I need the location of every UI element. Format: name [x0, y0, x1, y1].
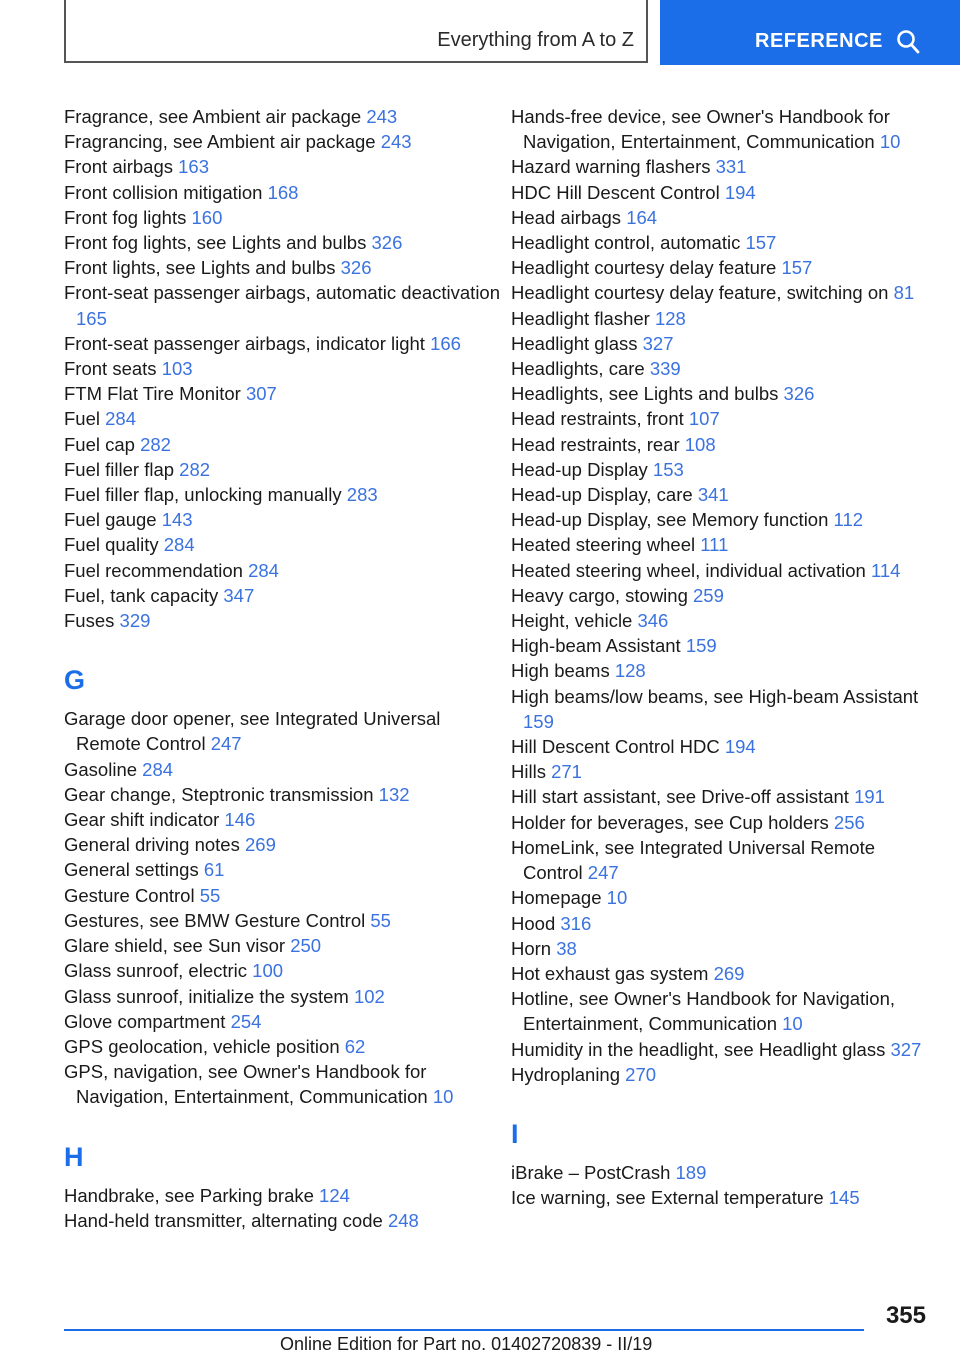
- index-entry-text: General driving notes: [64, 834, 240, 856]
- page-reference-link[interactable]: 282: [179, 458, 211, 480]
- index-entry-text: Hill start assistant, see Drive-off assistant: [511, 786, 849, 808]
- index-entry-text: Hydroplaning: [511, 1063, 621, 1085]
- index-entry-text: Fuses: [64, 610, 115, 632]
- page-reference-link[interactable]: 327: [642, 332, 674, 354]
- index-entry: [64, 908, 504, 933]
- index-entry-text: Gasoline: [64, 758, 138, 780]
- index-entry-text: Glare shield, see Sun visor: [64, 935, 286, 957]
- page-reference-link[interactable]: 157: [745, 232, 777, 254]
- index-entry-text: Head airbags: [511, 206, 622, 228]
- index-entry: [511, 180, 931, 205]
- page-reference-link[interactable]: 10: [606, 887, 628, 909]
- index-entry-text: Head-up Display: [511, 458, 648, 480]
- index-entry-text: Holder for beverages, see Cup holders: [511, 811, 829, 833]
- index-entry: [64, 230, 504, 255]
- index-entry-text: Head restraints, rear: [511, 433, 680, 455]
- index-entry: [64, 782, 504, 807]
- page-reference-link[interactable]: 271: [551, 761, 582, 783]
- page-reference-link[interactable]: 165: [76, 307, 107, 329]
- index-entry: [64, 832, 504, 857]
- section-letter: I: [511, 1118, 519, 1149]
- page-reference-link[interactable]: 10: [879, 131, 901, 153]
- index-entry: [511, 759, 931, 784]
- index-entry-text: Gesture Control: [64, 884, 195, 906]
- index-entry: [511, 986, 931, 1036]
- index-entry: [64, 807, 504, 832]
- page-reference-link[interactable]: 270: [625, 1063, 657, 1085]
- index-entry-text: HomeLink, see Integrated Universal Remote Control: [511, 836, 876, 884]
- section-title: Everything from A to Z: [437, 29, 634, 51]
- index-entry-text: Front airbags: [64, 156, 173, 178]
- index-entry-text: Horn: [511, 937, 552, 959]
- index-entry: [511, 205, 931, 230]
- page-reference-link[interactable]: 55: [199, 884, 221, 906]
- page-reference-link[interactable]: 329: [119, 610, 151, 632]
- edition-note: Online Edition for Part no. 01402720839 - II/19: [280, 1334, 653, 1354]
- page-reference-link[interactable]: 331: [715, 156, 747, 178]
- page-reference-link[interactable]: 62: [344, 1035, 366, 1057]
- index-entry-text: Hands-free device, see Owner's Handbook for Navigation, Entertainment, Communication: [511, 106, 890, 153]
- page-reference-link[interactable]: 114: [870, 559, 901, 581]
- index-entry-text: Front-seat passenger airbags, indicator light: [64, 332, 425, 354]
- page-reference-link[interactable]: 194: [724, 736, 756, 758]
- index-entry-text: Head-up Display, care: [511, 484, 693, 506]
- index-entry: [511, 633, 931, 658]
- page-reference-link[interactable]: 153: [652, 458, 684, 480]
- page-reference-link[interactable]: 316: [560, 912, 592, 934]
- index-entry: [64, 280, 504, 330]
- index-entry-text: Headlight control, automatic: [511, 232, 741, 254]
- page-reference-link[interactable]: 160: [191, 206, 223, 228]
- index-entry: [511, 331, 931, 356]
- header-section-box: [64, 0, 648, 63]
- index-entry-text: Hazard warning flashers: [511, 156, 711, 178]
- index-entry-text: Handbrake, see Parking brake: [64, 1184, 314, 1206]
- index-entry-text: FTM Flat Tire Monitor: [64, 383, 241, 405]
- index-entry-text: Fragrancing, see Ambient air package: [64, 131, 376, 153]
- page-reference-link[interactable]: 284: [142, 758, 174, 780]
- index-entry-text: High beams/low beams, see High-beam Assistant: [511, 685, 919, 707]
- page-reference-link[interactable]: 326: [340, 257, 372, 279]
- page-reference-link[interactable]: 282: [140, 433, 171, 455]
- index-entry: [511, 583, 931, 608]
- page-reference-link[interactable]: 124: [319, 1184, 350, 1206]
- index-entry: [64, 1009, 504, 1034]
- index-entry: [64, 381, 504, 406]
- page-reference-link[interactable]: 191: [854, 786, 885, 808]
- page-reference-link[interactable]: 159: [523, 710, 554, 732]
- page-reference-link[interactable]: 347: [223, 584, 255, 606]
- index-entry-text: Hotline, see Owner's Handbook for Navigation, Entertainment, Communication: [511, 988, 896, 1035]
- index-entry: [511, 608, 931, 633]
- index-entry-text: Fuel filler flap: [64, 458, 175, 480]
- index-entry-text: GPS geolocation, vehicle position: [64, 1035, 340, 1057]
- index-entry-text: High-beam Assistant: [511, 635, 681, 657]
- page-reference-link[interactable]: 55: [370, 909, 391, 931]
- index-entry-text: Headlight glass: [511, 332, 638, 354]
- index-entry: [64, 532, 504, 557]
- index-entry: [64, 706, 504, 756]
- index-entry-text: HDC Hill Descent Control: [511, 181, 720, 203]
- page-reference-link[interactable]: 102: [353, 985, 385, 1007]
- page-reference-link[interactable]: 248: [387, 1209, 419, 1231]
- page-reference-link[interactable]: 256: [833, 811, 865, 833]
- page-reference-link[interactable]: 128: [614, 660, 646, 682]
- footer-divider: [64, 1329, 864, 1331]
- index-entry-text: Glass sunroof, initialize the system: [64, 985, 349, 1007]
- index-entry: [511, 961, 931, 986]
- index-entry: [64, 104, 504, 129]
- index-entry-text: Headlight flasher: [511, 307, 650, 329]
- page-reference-link[interactable]: 269: [713, 962, 745, 984]
- page-reference-link[interactable]: 111: [700, 534, 729, 556]
- index-entry-text: Hill Descent Control HDC: [511, 736, 720, 758]
- index-entry: [511, 810, 931, 835]
- page-reference-link[interactable]: 10: [432, 1086, 454, 1108]
- index-entry: [64, 933, 504, 958]
- page-reference-link[interactable]: 112: [833, 509, 864, 531]
- page-reference-link[interactable]: 159: [685, 635, 717, 657]
- index-entry-text: Front seats: [64, 358, 157, 380]
- page-reference-link[interactable]: 326: [783, 383, 815, 405]
- index-entry-text: Gear shift indicator: [64, 809, 220, 831]
- index-entry: [511, 558, 931, 583]
- index-entry: [64, 984, 504, 1009]
- index-entry: [511, 482, 931, 507]
- index-entry: [511, 507, 931, 532]
- index-entry-text: Heavy cargo, stowing: [511, 584, 688, 606]
- index-entry: [511, 936, 931, 961]
- index-entry-text: General settings: [64, 859, 199, 881]
- page-reference-link[interactable]: 157: [781, 257, 813, 279]
- page-reference-link[interactable]: 128: [654, 307, 686, 329]
- index-entry: [511, 381, 931, 406]
- index-entry-text: Front collision mitigation: [64, 181, 263, 203]
- page-reference-link[interactable]: 10: [782, 1013, 803, 1035]
- index-entry: [64, 1034, 504, 1059]
- index-entry-text: Hand-held transmitter, alternating code: [64, 1209, 383, 1231]
- page-reference-link[interactable]: 284: [163, 534, 195, 556]
- index-entry-text: Fuel gauge: [64, 509, 157, 531]
- index-entry-text: Headlights, see Lights and bulbs: [511, 383, 779, 405]
- index-column-right: [511, 104, 931, 1210]
- page-reference-link[interactable]: 269: [245, 834, 276, 856]
- index-entry: [64, 432, 504, 457]
- index-entry: [64, 482, 504, 507]
- page-reference-link[interactable]: 283: [346, 484, 378, 506]
- index-entry: [64, 857, 504, 882]
- index-entry: [64, 757, 504, 782]
- index-entry-text: Headlight courtesy delay feature: [511, 257, 777, 279]
- page-reference-link[interactable]: 259: [693, 584, 724, 606]
- index-entry-text: Glove compartment: [64, 1010, 226, 1032]
- index-entry: [511, 1062, 931, 1087]
- index-entry: [64, 583, 504, 608]
- index-entry: [511, 104, 931, 154]
- page-reference-link[interactable]: 327: [890, 1038, 922, 1060]
- index-entry: [64, 507, 504, 532]
- index-column-left: [64, 104, 504, 1233]
- index-entry: [64, 129, 504, 154]
- index-entry: [64, 608, 504, 633]
- index-entry: [64, 154, 504, 179]
- page-reference-link[interactable]: 145: [828, 1187, 860, 1209]
- index-entry: [511, 1037, 931, 1062]
- index-entry-text: Heated steering wheel: [511, 534, 696, 556]
- index-entry-text: Glass sunroof, electric: [64, 960, 248, 982]
- index-entry: [511, 356, 931, 381]
- page-reference-link[interactable]: 243: [380, 131, 412, 153]
- index-entry-text: Ice warning, see External temperature: [511, 1187, 824, 1209]
- page-reference-link[interactable]: 307: [245, 383, 277, 405]
- page-reference-link[interactable]: 100: [252, 960, 284, 982]
- page-reference-link[interactable]: 38: [556, 937, 577, 959]
- index-entry: [511, 280, 931, 305]
- page-reference-link[interactable]: 164: [626, 206, 658, 228]
- page-reference-link[interactable]: 132: [378, 783, 410, 805]
- index-entry-text: Hills: [511, 761, 546, 783]
- page-reference-link[interactable]: 166: [430, 332, 461, 354]
- index-entry-text: Front fog lights: [64, 206, 187, 228]
- index-entry: [64, 255, 504, 280]
- page-reference-link[interactable]: 346: [637, 610, 669, 632]
- index-entry-text: Gestures, see BMW Gesture Control: [64, 909, 366, 931]
- page-reference-link[interactable]: 284: [105, 408, 137, 430]
- index-entry: [511, 306, 931, 331]
- page-reference-link[interactable]: 103: [161, 358, 193, 380]
- index-entry: [64, 406, 504, 431]
- index-entry: [511, 457, 931, 482]
- index-entry-text: Fuel cap: [64, 433, 135, 455]
- index-entry: [64, 331, 504, 356]
- search-icon[interactable]: [896, 29, 920, 55]
- page-reference-link[interactable]: 163: [178, 156, 210, 178]
- index-entry: [511, 784, 931, 809]
- index-entry-text: Front lights, see Lights and bulbs: [64, 257, 336, 279]
- index-entry: [511, 432, 931, 457]
- page-reference-link[interactable]: 168: [267, 181, 299, 203]
- page-reference-link[interactable]: 247: [210, 733, 242, 755]
- index-entry-text: Fuel filler flap, unlocking manually: [64, 484, 342, 506]
- section-spacer: [511, 1087, 931, 1107]
- page-reference-link[interactable]: 254: [230, 1010, 262, 1032]
- page-reference-link[interactable]: 81: [893, 282, 915, 304]
- page-reference-link[interactable]: 108: [684, 433, 716, 455]
- page-number: 355: [885, 1302, 926, 1329]
- index-entry-text: Height, vehicle: [511, 610, 633, 632]
- index-entry: [64, 958, 504, 983]
- index-entry-text: Fuel quality: [64, 534, 159, 556]
- page-reference-link[interactable]: 284: [248, 559, 279, 581]
- index-entry-text: Hot exhaust gas system: [511, 962, 709, 984]
- page-reference-link[interactable]: 247: [587, 862, 619, 884]
- index-entry-text: Fuel: [64, 408, 100, 430]
- index-entry: [511, 1185, 931, 1210]
- index-entry: [64, 1183, 504, 1208]
- reference-tab-label: REFERENCE: [755, 30, 883, 52]
- index-entry-text: Headlight courtesy delay feature, switching on: [511, 282, 889, 304]
- index-entry: [64, 883, 504, 908]
- index-entry: [64, 205, 504, 230]
- index-entry: [511, 911, 931, 936]
- page-reference-link[interactable]: 143: [161, 509, 193, 531]
- section-letter: G: [64, 665, 86, 696]
- index-entry: [511, 532, 931, 557]
- index-entry-text: Headlights, care: [511, 358, 645, 380]
- index-entry-text: Head-up Display, see Memory function: [511, 509, 829, 531]
- page-reference-link[interactable]: 189: [675, 1161, 707, 1183]
- index-entry: [511, 230, 931, 255]
- page-reference-link[interactable]: 194: [724, 181, 756, 203]
- page-reference-link[interactable]: 339: [649, 358, 681, 380]
- page-reference-link[interactable]: 61: [203, 859, 225, 881]
- index-entry-text: Fragrance, see Ambient air package: [64, 106, 362, 127]
- index-entry-text: iBrake – PostCrash: [511, 1161, 671, 1183]
- index-entry: [64, 457, 504, 482]
- index-entry-text: Humidity in the headlight, see Headlight glass: [511, 1038, 886, 1060]
- index-entry: [64, 1059, 504, 1109]
- page-reference-link[interactable]: 243: [366, 106, 398, 127]
- index-entry-text: Hood: [511, 912, 556, 934]
- index-entry-text: Heated steering wheel, individual activation: [511, 559, 866, 581]
- index-entry-text: Front fog lights, see Lights and bulbs: [64, 232, 367, 254]
- index-entry: [511, 154, 931, 179]
- page-reference-link[interactable]: 341: [697, 484, 729, 506]
- index-entry-text: GPS, navigation, see Owner's Handbook for Navigation, Entertainment, Communication: [64, 1061, 428, 1108]
- index-entry: [511, 734, 931, 759]
- index-entry: [511, 885, 931, 910]
- index-entry-text: Garage door opener, see Integrated Universal Remote Control: [64, 708, 441, 755]
- index-entry-text: Gear change, Steptronic transmission: [64, 783, 374, 805]
- index-entry: [64, 356, 504, 381]
- index-entry: [64, 1208, 504, 1233]
- page-reference-link[interactable]: 326: [371, 232, 403, 254]
- index-entry: [511, 255, 931, 280]
- index-entry: [511, 658, 931, 683]
- index-entry: [511, 406, 931, 431]
- page-reference-link[interactable]: 250: [290, 935, 322, 957]
- index-entry-text: Fuel recommendation: [64, 559, 243, 581]
- page-reference-link[interactable]: 146: [224, 809, 256, 831]
- index-entry-text: Head restraints, front: [511, 408, 684, 430]
- index-entry-text: High beams: [511, 660, 610, 682]
- reference-tab[interactable]: [660, 0, 960, 65]
- index-entry: [511, 684, 931, 734]
- page-reference-link[interactable]: 107: [688, 408, 720, 430]
- section-letter: H: [64, 1141, 84, 1172]
- index-entry: [511, 1160, 931, 1185]
- index-entry: [511, 835, 931, 885]
- index-entry-text: Front-seat passenger airbags, automatic deactivation: [64, 282, 501, 304]
- section-spacer: [64, 633, 504, 653]
- index-entry: [64, 180, 504, 205]
- index-entry: [64, 558, 504, 583]
- index-entry-text: Fuel, tank capacity: [64, 584, 219, 606]
- index-entry-text: Homepage: [511, 887, 602, 909]
- section-spacer: [64, 1110, 504, 1130]
